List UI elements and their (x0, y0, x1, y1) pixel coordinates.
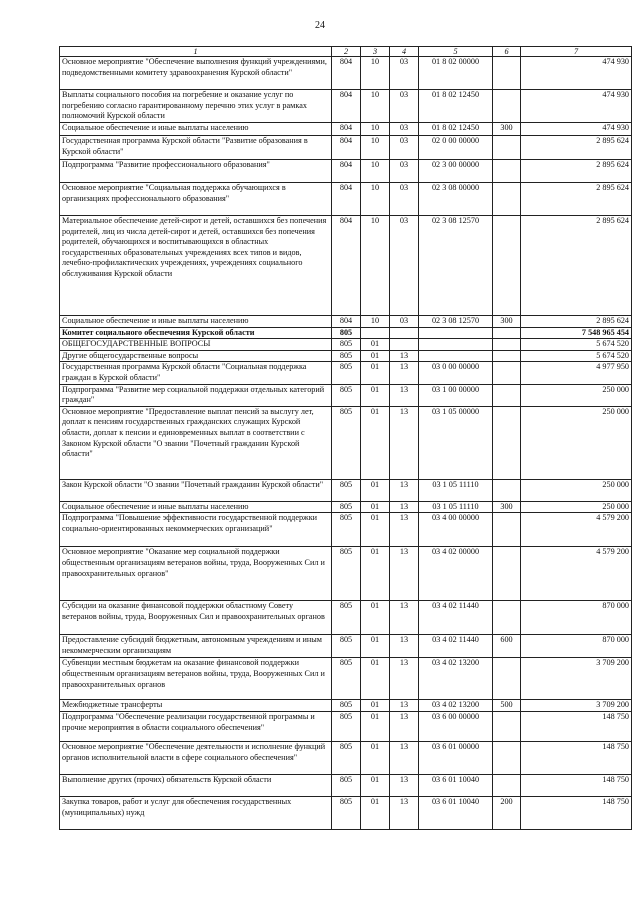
rz-cell: 01 (361, 339, 390, 351)
table-row (60, 327, 632, 339)
gr-cell: 804 (332, 316, 361, 328)
vr-cell (493, 658, 521, 700)
csr-cell: 02 3 08 12570 (419, 316, 493, 328)
table-row (60, 513, 632, 547)
rz-cell: 10 (361, 136, 390, 160)
table-row (60, 57, 632, 90)
table-row (60, 384, 632, 406)
rz-cell: 10 (361, 123, 390, 136)
sum-cell: 474 930 (521, 57, 632, 90)
gr-cell: 805 (332, 479, 361, 501)
gr-cell: 804 (332, 90, 361, 123)
table-row (60, 216, 632, 316)
row-name-cell: Другие общегосударственные вопросы (60, 350, 332, 362)
row-name-cell: Предоставление субсидий бюджетным, автономным учреждениям и иным некоммерческим организациям (60, 635, 332, 658)
rz-cell: 01 (361, 501, 390, 513)
rz-cell: 10 (361, 216, 390, 316)
rz-cell: 01 (361, 547, 390, 601)
csr-cell: 03 6 01 00000 (419, 741, 493, 774)
table-header-row (60, 47, 632, 57)
csr-cell (419, 350, 493, 362)
vr-cell (493, 406, 521, 479)
sum-cell: 5 674 520 (521, 350, 632, 362)
column-header: 2 (332, 47, 361, 57)
gr-cell: 805 (332, 362, 361, 384)
gr-cell: 804 (332, 123, 361, 136)
row-name-cell: ОБЩЕГОСУДАРСТВЕННЫЕ ВОПРОСЫ (60, 339, 332, 351)
sum-cell: 2 895 624 (521, 216, 632, 316)
gr-cell: 805 (332, 513, 361, 547)
pr-cell: 13 (390, 350, 419, 362)
row-name-cell: Межбюджетные трансферты (60, 700, 332, 712)
pr-cell: 13 (390, 547, 419, 601)
sum-cell: 250 000 (521, 479, 632, 501)
table-row (60, 741, 632, 774)
csr-cell: 03 4 02 13200 (419, 658, 493, 700)
column-header: 5 (419, 47, 493, 57)
sum-cell: 3 709 200 (521, 700, 632, 712)
vr-cell (493, 183, 521, 216)
column-header: 3 (361, 47, 390, 57)
column-header: 1 (60, 47, 332, 57)
sum-cell: 3 709 200 (521, 658, 632, 700)
sum-cell: 148 750 (521, 774, 632, 796)
rz-cell: 01 (361, 479, 390, 501)
csr-cell: 02 3 08 12570 (419, 216, 493, 316)
sum-cell: 2 895 624 (521, 160, 632, 183)
sum-cell: 870 000 (521, 601, 632, 635)
vr-cell: 200 (493, 796, 521, 829)
vr-cell (493, 57, 521, 90)
sum-cell: 474 930 (521, 123, 632, 136)
pr-cell: 13 (390, 635, 419, 658)
csr-cell: 01 8 02 12450 (419, 90, 493, 123)
pr-cell: 13 (390, 711, 419, 741)
gr-cell: 805 (332, 658, 361, 700)
rz-cell: 01 (361, 362, 390, 384)
sum-cell: 474 930 (521, 90, 632, 123)
row-name-cell: Закупка товаров, работ и услуг для обеспечения государственных (муниципальных) нужд (60, 796, 332, 829)
page-number: 24 (315, 20, 325, 31)
csr-cell: 03 0 00 00000 (419, 362, 493, 384)
vr-cell (493, 601, 521, 635)
row-name-cell: Закон Курской области "О звании "Почетный гражданин Курской области" (60, 479, 332, 501)
pr-cell: 03 (390, 316, 419, 328)
sum-cell: 250 000 (521, 406, 632, 479)
vr-cell: 600 (493, 635, 521, 658)
rz-cell: 01 (361, 601, 390, 635)
vr-cell (493, 384, 521, 406)
gr-cell: 805 (332, 635, 361, 658)
budget-table (59, 46, 632, 830)
gr-cell: 805 (332, 339, 361, 351)
table-row (60, 501, 632, 513)
rz-cell: 01 (361, 774, 390, 796)
gr-cell: 805 (332, 501, 361, 513)
csr-cell: 02 3 00 00000 (419, 160, 493, 183)
vr-cell (493, 90, 521, 123)
table-row (60, 183, 632, 216)
row-name-cell: Выполнение других (прочих) обязательств Курской области (60, 774, 332, 796)
rz-cell: 01 (361, 741, 390, 774)
pr-cell: 13 (390, 406, 419, 479)
sum-cell: 2 895 624 (521, 136, 632, 160)
rz-cell: 01 (361, 384, 390, 406)
table-row (60, 479, 632, 501)
vr-cell: 500 (493, 700, 521, 712)
table-row (60, 362, 632, 384)
gr-cell: 804 (332, 136, 361, 160)
pr-cell: 13 (390, 796, 419, 829)
row-name-cell: Социальное обеспечение и иные выплаты населению (60, 123, 332, 136)
gr-cell: 805 (332, 327, 361, 339)
vr-cell (493, 513, 521, 547)
csr-cell: 03 1 05 00000 (419, 406, 493, 479)
vr-cell (493, 136, 521, 160)
column-header: 4 (390, 47, 419, 57)
pr-cell: 03 (390, 136, 419, 160)
csr-cell: 03 1 00 00000 (419, 384, 493, 406)
row-name-cell: Подпрограмма "Обеспечение реализации государственной программы и прочие мероприятия в области социального обеспечения" (60, 711, 332, 741)
gr-cell: 804 (332, 216, 361, 316)
gr-cell: 805 (332, 700, 361, 712)
vr-cell (493, 327, 521, 339)
table-row (60, 601, 632, 635)
table-row (60, 339, 632, 351)
csr-cell (419, 339, 493, 351)
csr-cell: 03 4 02 11440 (419, 635, 493, 658)
rz-cell: 10 (361, 57, 390, 90)
sum-cell: 148 750 (521, 796, 632, 829)
pr-cell: 13 (390, 384, 419, 406)
table-row (60, 160, 632, 183)
rz-cell: 01 (361, 513, 390, 547)
pr-cell (390, 327, 419, 339)
vr-cell (493, 160, 521, 183)
gr-cell: 805 (332, 406, 361, 479)
csr-cell: 03 4 02 00000 (419, 547, 493, 601)
gr-cell: 805 (332, 796, 361, 829)
row-name-cell: Основное мероприятие "Обеспечение выполнения функций учреждениями, подведомственными комитету здравоохранения Курской области" (60, 57, 332, 90)
sum-cell: 4 579 200 (521, 547, 632, 601)
row-name-cell: Подпрограмма "Повышение эффективности государственной поддержки социально-ориентированных некоммерческих организаций" (60, 513, 332, 547)
sum-cell: 2 895 624 (521, 316, 632, 328)
rz-cell: 10 (361, 160, 390, 183)
csr-cell (419, 327, 493, 339)
rz-cell: 01 (361, 700, 390, 712)
rz-cell: 10 (361, 90, 390, 123)
rz-cell: 10 (361, 183, 390, 216)
table-row (60, 123, 632, 136)
column-header: 6 (493, 47, 521, 57)
vr-cell (493, 711, 521, 741)
pr-cell: 13 (390, 700, 419, 712)
table-row (60, 136, 632, 160)
row-name-cell: Основное мероприятие "Предоставление выплат пенсий за выслугу лет, доплат к пенсиям государственных гражданских служащих Курской области, доплат к пенсии и единовременных выплат в соответствии с Законом Курской области "О звании "Почетный гражданин Курской области" (60, 406, 332, 479)
table-row (60, 658, 632, 700)
row-name-cell: Основное мероприятие "Оказание мер социальной поддержки общественным организациям ветеранов войны, труда, Вооруженных Сил и правоохранительных органов" (60, 547, 332, 601)
vr-cell (493, 479, 521, 501)
sum-cell: 148 750 (521, 741, 632, 774)
gr-cell: 804 (332, 183, 361, 216)
csr-cell: 03 6 00 00000 (419, 711, 493, 741)
table-row (60, 90, 632, 123)
sum-cell: 250 000 (521, 384, 632, 406)
row-name-cell: Социальное обеспечение и иные выплаты населению (60, 501, 332, 513)
pr-cell: 03 (390, 57, 419, 90)
vr-cell: 300 (493, 123, 521, 136)
csr-cell: 03 1 05 11110 (419, 501, 493, 513)
row-name-cell: Государственная программа Курской области "Развитие образования в Курской области" (60, 136, 332, 160)
row-name-cell: Материальное обеспечение детей-сирот и детей, оставшихся без попечения родителей, лиц из числа детей-сирот и детей, оставшихся без попечения родителей, обучающихся и воспитывающихся в областных государственных образовательных учреждениях всех типов и видов, лечебно-профилактических учреждениях, учреждениях социального обслуживания Курской области (60, 216, 332, 316)
csr-cell: 03 1 05 11110 (419, 479, 493, 501)
gr-cell: 805 (332, 601, 361, 635)
pr-cell: 03 (390, 123, 419, 136)
table-row (60, 774, 632, 796)
pr-cell: 03 (390, 183, 419, 216)
rz-cell (361, 327, 390, 339)
gr-cell: 805 (332, 774, 361, 796)
vr-cell (493, 216, 521, 316)
row-name-cell: Подпрограмма "Развитие мер социальной поддержки отдельных категорий граждан" (60, 384, 332, 406)
row-name-cell: Комитет социального обеспечения Курской области (60, 327, 332, 339)
vr-cell: 300 (493, 501, 521, 513)
rz-cell: 01 (361, 635, 390, 658)
row-name-cell: Основное мероприятие "Социальная поддержка обучающихся в организациях профессионального образования" (60, 183, 332, 216)
pr-cell: 03 (390, 160, 419, 183)
table-row (60, 406, 632, 479)
vr-cell (493, 774, 521, 796)
pr-cell: 03 (390, 216, 419, 316)
column-header: 7 (521, 47, 632, 57)
sum-cell: 870 000 (521, 635, 632, 658)
gr-cell: 804 (332, 160, 361, 183)
pr-cell: 13 (390, 774, 419, 796)
table-row (60, 796, 632, 829)
pr-cell: 13 (390, 501, 419, 513)
pr-cell (390, 339, 419, 351)
csr-cell: 02 0 00 00000 (419, 136, 493, 160)
table-row (60, 635, 632, 658)
sum-cell: 4 579 200 (521, 513, 632, 547)
row-name-cell: Подпрограмма "Развитие профессионального образования" (60, 160, 332, 183)
table-row (60, 350, 632, 362)
table-row (60, 547, 632, 601)
pr-cell: 13 (390, 601, 419, 635)
gr-cell: 805 (332, 350, 361, 362)
sum-cell: 5 674 520 (521, 339, 632, 351)
rz-cell: 10 (361, 316, 390, 328)
pr-cell: 13 (390, 362, 419, 384)
csr-cell: 03 6 01 10040 (419, 774, 493, 796)
gr-cell: 805 (332, 711, 361, 741)
rz-cell: 01 (361, 711, 390, 741)
csr-cell: 03 4 02 11440 (419, 601, 493, 635)
pr-cell: 03 (390, 90, 419, 123)
row-name-cell: Выплаты социального пособия на погребение и оказание услуг по погребению согласно гарантированному перечню этих услуг в рамках полномочий Курской области (60, 90, 332, 123)
vr-cell: 300 (493, 316, 521, 328)
sum-cell: 7 548 965 454 (521, 327, 632, 339)
gr-cell: 805 (332, 384, 361, 406)
gr-cell: 805 (332, 741, 361, 774)
row-name-cell: Государственная программа Курской области "Социальная поддержка граждан в Курской области" (60, 362, 332, 384)
csr-cell: 01 8 02 00000 (419, 57, 493, 90)
row-name-cell: Социальное обеспечение и иные выплаты населению (60, 316, 332, 328)
vr-cell (493, 339, 521, 351)
csr-cell: 01 8 02 12450 (419, 123, 493, 136)
rz-cell: 01 (361, 350, 390, 362)
pr-cell: 13 (390, 479, 419, 501)
sum-cell: 148 750 (521, 711, 632, 741)
table-row (60, 711, 632, 741)
sum-cell: 2 895 624 (521, 183, 632, 216)
rz-cell: 01 (361, 406, 390, 479)
csr-cell: 02 3 08 00000 (419, 183, 493, 216)
gr-cell: 805 (332, 547, 361, 601)
pr-cell: 13 (390, 658, 419, 700)
vr-cell (493, 362, 521, 384)
pr-cell: 13 (390, 513, 419, 547)
pr-cell: 13 (390, 741, 419, 774)
vr-cell (493, 350, 521, 362)
row-name-cell: Основное мероприятие "Обеспечение деятельности и исполнение функций органов исполнительной власти в сфере социального обеспечения" (60, 741, 332, 774)
table-row (60, 316, 632, 328)
table-body (60, 57, 632, 830)
rz-cell: 01 (361, 658, 390, 700)
csr-cell: 03 6 01 10040 (419, 796, 493, 829)
vr-cell (493, 741, 521, 774)
csr-cell: 03 4 02 13200 (419, 700, 493, 712)
table-row (60, 700, 632, 712)
rz-cell: 01 (361, 796, 390, 829)
row-name-cell: Субсидии на оказание финансовой поддержки областному Совету ветеранов войны, труда, Вооруженных Сил и правоохранительных органов (60, 601, 332, 635)
sum-cell: 4 977 950 (521, 362, 632, 384)
csr-cell: 03 4 00 00000 (419, 513, 493, 547)
vr-cell (493, 547, 521, 601)
gr-cell: 804 (332, 57, 361, 90)
row-name-cell: Субвенции местным бюджетам на оказание финансовой поддержки общественным организациям ветеранов войны, труда, Вооруженных Сил и правоохранительных органов (60, 658, 332, 700)
sum-cell: 250 000 (521, 501, 632, 513)
